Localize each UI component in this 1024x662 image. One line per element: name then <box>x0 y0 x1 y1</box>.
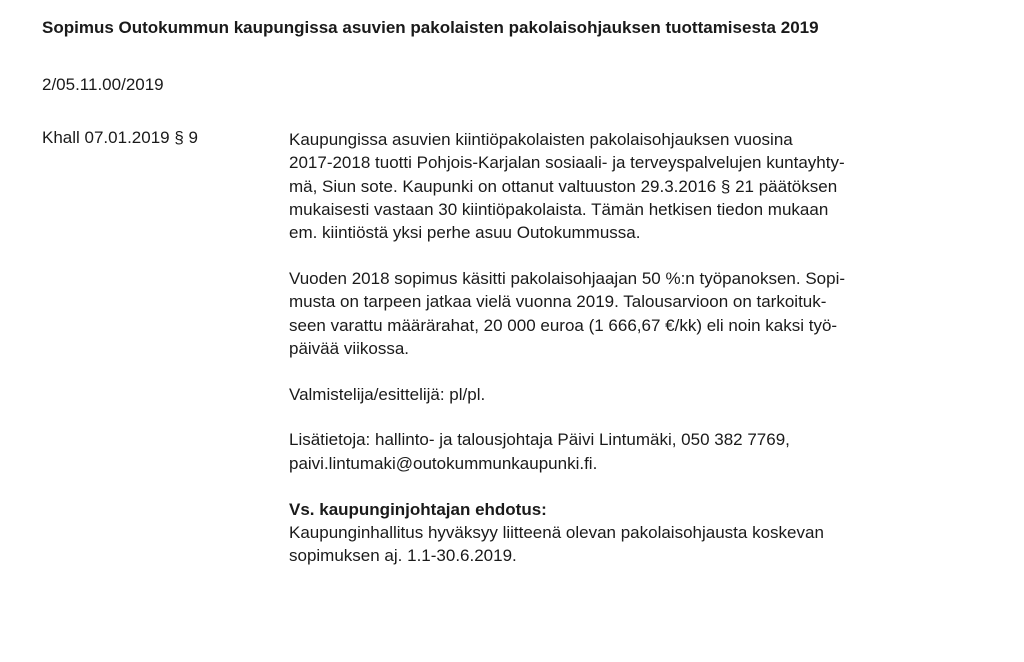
preparer-paragraph <box>289 383 979 406</box>
contact-email: paivi.lintumaki@outokummunkaupunki.fi. <box>289 453 598 473</box>
text-line: 2017-2018 tuotti Pohjois-Karjalan sosiaali- ja terveyspalvelujen kuntayhty- <box>289 153 845 173</box>
text-line: Vuoden 2018 sopimus käsitti pakolaisohjaajan 50 %:n työpanoksen. Sopi- <box>289 268 846 288</box>
text-line: päivää viikossa. <box>289 338 410 358</box>
background-paragraph <box>289 128 979 244</box>
text-line: mukaisesti vastaan 30 kiintiöpakolaista. Tämän hetkisen tiedon mukaan <box>289 199 829 219</box>
text-line: Kaupunginhallitus hyväksyy liitteenä olevan pakolaisohjausta koskevan <box>289 522 824 542</box>
preparer-line: Valmistelija/esittelijä: pl/pl. <box>289 384 486 404</box>
text-line: mä, Siun sote. Kaupunki on ottanut valtuuston 29.3.2016 § 21 päätöksen <box>289 176 838 196</box>
funding-paragraph <box>289 267 979 360</box>
text-line: seen varattu määrärahat, 20 000 euroa (1 666,67 €/kk) eli noin kaksi työ- <box>289 315 838 335</box>
text-line: em. kiintiöstä yksi perhe asuu Outokummussa. <box>289 223 641 243</box>
record-id: 2/05.11.00/2019 <box>42 75 164 94</box>
contact-paragraph <box>289 428 979 475</box>
meeting-reference: Khall 07.01.2019 § 9 <box>42 128 198 147</box>
text-line: sopimuksen aj. 1.1-30.6.2019. <box>289 546 517 566</box>
text-line: musta on tarpeen jatkaa vielä vuonna 2019. Talousarvioon on tarkoituk- <box>289 292 827 312</box>
document-body <box>289 128 979 590</box>
proposal-heading: Vs. kaupunginjohtajan ehdotus: <box>289 499 547 519</box>
proposal-paragraph <box>289 498 979 568</box>
contact-line: Lisätietoja: hallinto- ja talousjohtaja Päivi Lintumäki, 050 382 7769, <box>289 430 790 450</box>
text-line: Kaupungissa asuvien kiintiöpakolaisten pakolaisohjauksen vuosina <box>289 130 793 149</box>
document-title: Sopimus Outokummun kaupungissa asuvien pakolaisten pakolaisohjauksen tuottamisesta 2019 <box>42 18 819 37</box>
